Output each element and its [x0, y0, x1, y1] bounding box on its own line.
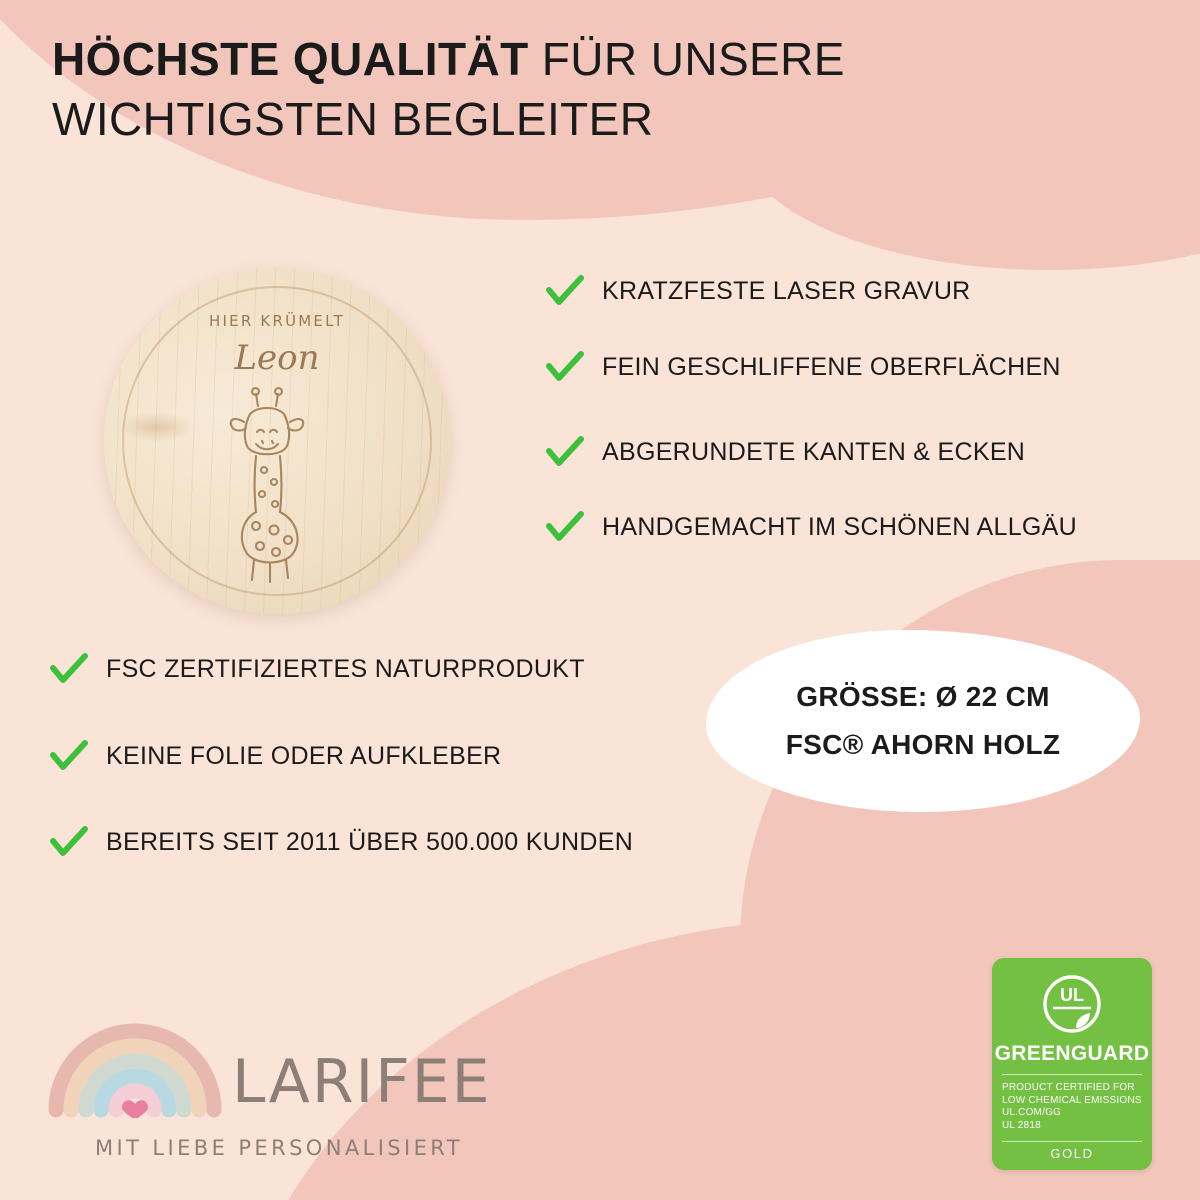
greenguard-level: GOLD [1050, 1146, 1094, 1161]
feature-label: KRATZFESTE LASER GRAVUR [602, 276, 971, 305]
page-title-bold: HÖCHSTE QUALITÄT [52, 33, 529, 85]
brand-tagline: MIT LIEBE PERSONALISIERT [95, 1136, 463, 1160]
greenguard-badge [992, 958, 1152, 1170]
feature-item [546, 436, 1025, 468]
feature-item [50, 740, 501, 772]
ul-mark [992, 958, 1152, 1042]
greenguard-line-1: PRODUCT CERTIFIED FOR [1002, 1081, 1135, 1093]
feature-item [546, 511, 1077, 543]
feature-item [50, 826, 633, 858]
feature-label: FEIN GESCHLIFFENE OBERFLÄCHEN [602, 352, 1061, 381]
brand-name: LARIFEE [232, 1047, 492, 1117]
engraving-top-text: HIER KRÜMELT [209, 312, 345, 330]
feature-item [546, 275, 971, 307]
size-line-2: FSC® AHORN HOLZ [785, 729, 1061, 760]
page-title-rest: FÜR UNSERE WICHTIGSTEN BEGLEITER [52, 33, 845, 145]
greenguard-line-4: UL 2818 [1002, 1120, 1041, 1132]
greenguard-line-2: LOW CHEMICAL EMISSIONS [1002, 1094, 1142, 1106]
feature-label: HANDGEMACHT IM SCHÖNEN ALLGÄU [602, 512, 1077, 541]
check-icon [546, 351, 584, 383]
wooden-plate [104, 268, 450, 614]
greenguard-title: GREENGUARD [994, 1041, 1150, 1065]
check-icon [546, 436, 584, 468]
greenguard-line-3: UL.COM/GG [1002, 1107, 1062, 1119]
svg-text:UL: UL [1060, 984, 1084, 1005]
feature-label: KEINE FOLIE ODER AUFKLEBER [106, 741, 502, 770]
brand-logo [44, 1006, 514, 1160]
engraving-name-text: Leon [234, 338, 320, 378]
check-icon [546, 511, 584, 543]
size-line-1: GRÖSSE: Ø 22 CM [796, 681, 1050, 712]
page-title [52, 30, 1062, 150]
greenguard-details [992, 1075, 1152, 1141]
feature-item [50, 653, 585, 685]
check-icon [50, 826, 88, 858]
feature-item [546, 351, 1061, 383]
rainbow-icon [44, 1006, 226, 1118]
product-image [104, 268, 450, 614]
check-icon [50, 653, 88, 685]
giraffe-icon [212, 384, 342, 584]
feature-label: ABGERUNDETE KANTEN & ECKEN [602, 437, 1026, 466]
check-icon [50, 740, 88, 772]
check-icon [546, 275, 584, 307]
feature-label: FSC ZERTIFIZIERTES NATURPRODUKT [106, 654, 585, 683]
size-badge [706, 630, 1140, 812]
brand-row [44, 1006, 514, 1118]
feature-label: BEREITS SEIT 2011 ÜBER 500.000 KUNDEN [106, 827, 634, 856]
ul-circle-icon [1040, 972, 1104, 1036]
